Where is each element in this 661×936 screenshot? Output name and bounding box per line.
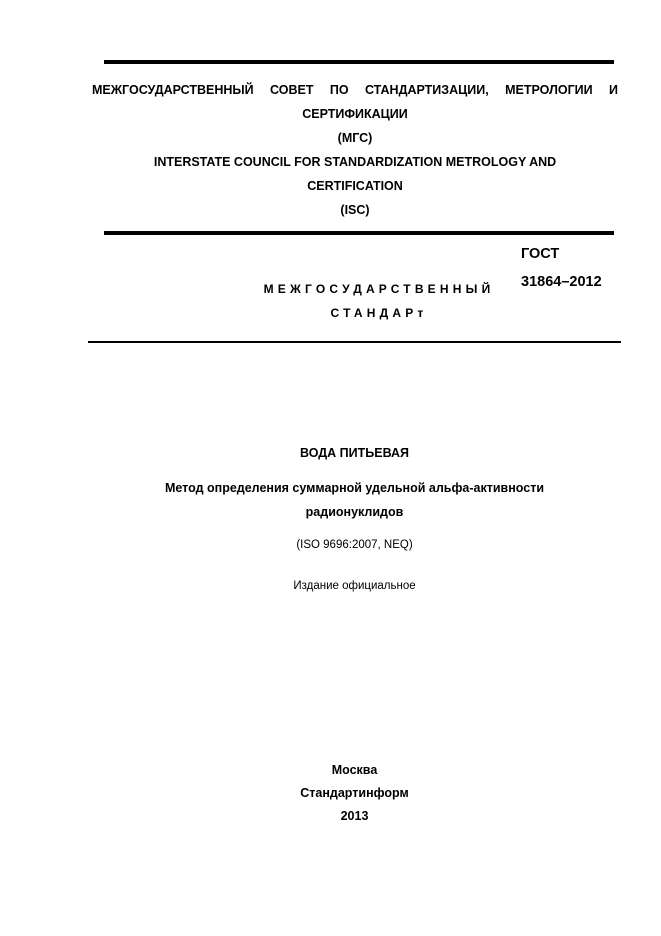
top-rule xyxy=(104,60,614,64)
subtitle-line2: радионуклидов xyxy=(305,505,404,519)
lower-rule xyxy=(88,341,621,343)
council-en-line2: CERTIFICATION xyxy=(307,179,403,193)
gost-label: ГОСТ xyxy=(521,246,560,262)
iso-reference: (ISO 9696:2007, NEQ) xyxy=(296,539,413,551)
council-en-abbr: (ISC) xyxy=(340,203,370,217)
publisher-name: Стандартинформ xyxy=(300,786,409,800)
council-ru-line1: МЕЖГОСУДАРСТВЕННЫЙ СОВЕТ ПО СТАНДАРТИЗАЦИИ, МЕТРОЛОГИИ И xyxy=(92,83,618,97)
document-subtitle xyxy=(0,476,661,524)
council-header xyxy=(92,78,618,222)
council-en-line1: INTERSTATE COUNCIL FOR STANDARDIZATION METROLOGY AND xyxy=(153,155,557,169)
standard-type xyxy=(248,277,510,325)
subtitle-line1: Метод определения суммарной удельной альфа-активности xyxy=(164,481,545,495)
council-ru-line2: СЕРТИФИКАЦИИ xyxy=(302,107,408,121)
gost-number: 31864–2012 xyxy=(521,274,602,290)
document-title: ВОДА ПИТЬЕВАЯ xyxy=(299,446,410,460)
publication-city: Москва xyxy=(331,763,378,777)
standard-type-line2: СТАНДАРт xyxy=(330,306,428,320)
edition-note: Издание официальное xyxy=(293,580,416,592)
middle-rule xyxy=(104,231,614,235)
publication-year: 2013 xyxy=(340,809,369,823)
council-ru-abbr: (МГС) xyxy=(337,131,373,145)
standard-type-line1: МЕЖГОСУДАРСТВЕННЫЙ xyxy=(263,282,495,296)
